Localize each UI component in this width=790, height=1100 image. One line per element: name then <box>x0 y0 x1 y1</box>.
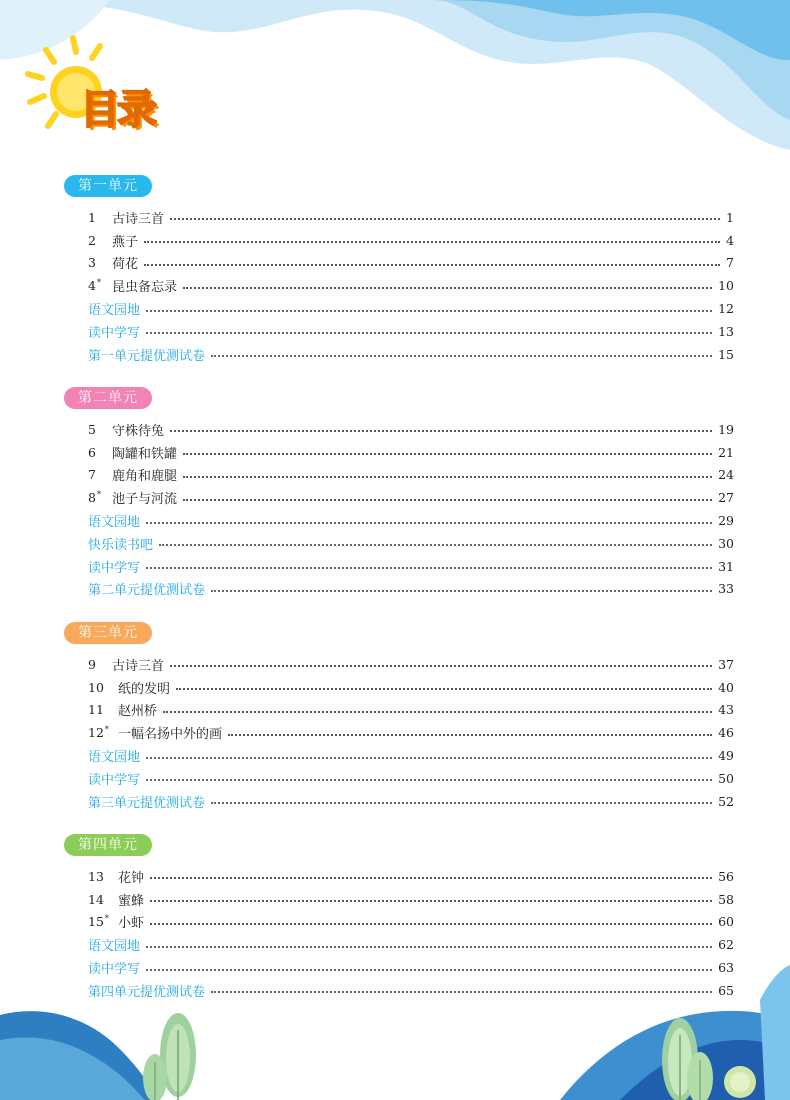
entry-title: 鹿角和鹿腿 <box>112 469 178 485</box>
entry-title: 花钟 <box>118 870 145 886</box>
page-number: 40 <box>718 679 734 695</box>
page-number: 24 <box>718 467 734 483</box>
dot-leader <box>150 877 712 879</box>
page-number: 19 <box>718 421 734 437</box>
toc-entry[interactable] <box>88 578 734 601</box>
lesson-number: 13 <box>88 868 104 884</box>
entry-title: 古诗三首 <box>112 211 165 227</box>
page-number: 7 <box>726 255 734 271</box>
optional-star: * <box>104 914 109 924</box>
unit-label: 第四单元 <box>64 834 152 856</box>
page-number: 52 <box>718 793 734 809</box>
toc-entry[interactable] <box>88 343 734 366</box>
entry-title: 语文园地 <box>88 515 141 531</box>
dot-leader <box>170 430 712 432</box>
lesson-number: 1 <box>88 209 96 225</box>
toc-entry[interactable] <box>88 721 734 744</box>
entry-title: 荷花 <box>112 257 139 273</box>
dot-leader <box>163 711 712 713</box>
toc-entry[interactable] <box>88 274 734 297</box>
dot-leader <box>183 287 712 289</box>
dot-leader <box>146 946 712 948</box>
page-number: 30 <box>718 535 734 551</box>
toc-entry[interactable] <box>88 464 734 487</box>
toc-entry[interactable] <box>88 653 734 676</box>
lesson-number: 5 <box>88 421 96 437</box>
entry-title: 读中学写 <box>88 962 141 978</box>
toc-entry[interactable] <box>88 555 734 578</box>
toc-entry[interactable] <box>88 320 734 343</box>
page-number: 1 <box>726 209 734 225</box>
dot-leader <box>144 264 720 266</box>
dot-leader <box>176 688 712 690</box>
optional-star: * <box>96 278 101 288</box>
entry-title: 小虾 <box>118 916 145 932</box>
page-number: 50 <box>718 770 734 786</box>
entry-title: 语文园地 <box>88 750 141 766</box>
page-number: 46 <box>718 725 734 741</box>
toc-entry[interactable] <box>88 979 734 1002</box>
page-number: 62 <box>718 937 734 953</box>
unit-label: 第二单元 <box>64 387 152 409</box>
entry-title: 蜜蜂 <box>118 893 145 909</box>
lesson-number: 7 <box>88 467 96 483</box>
entry-title: 第三单元提优测试卷 <box>88 795 206 811</box>
toc-entry[interactable] <box>88 767 734 790</box>
page-number: 56 <box>718 868 734 884</box>
dot-leader <box>146 310 712 312</box>
dot-leader <box>183 499 712 501</box>
toc-entry[interactable] <box>88 911 734 934</box>
dot-leader <box>146 757 712 759</box>
page-title: 目录 <box>80 87 154 133</box>
page-number: 10 <box>718 278 734 294</box>
dot-leader <box>211 355 712 357</box>
lesson-number: 3 <box>88 255 96 271</box>
entry-title: 池子与河流 <box>112 492 178 508</box>
dot-leader <box>183 476 712 478</box>
page-number: 43 <box>718 702 734 718</box>
dot-leader <box>211 590 712 592</box>
toc-entry[interactable] <box>88 956 734 979</box>
dot-leader <box>146 332 712 334</box>
page-number: 13 <box>718 323 734 339</box>
page-number: 63 <box>718 960 734 976</box>
page-number: 29 <box>718 513 734 529</box>
optional-star: * <box>104 725 109 735</box>
lesson-number: 8* <box>88 490 101 506</box>
entry-title: 语文园地 <box>88 939 141 955</box>
toc-entry[interactable] <box>88 790 734 813</box>
toc-entry[interactable] <box>88 532 734 555</box>
toc-entry[interactable] <box>88 888 734 911</box>
page-number: 27 <box>718 490 734 506</box>
dot-leader <box>183 453 712 455</box>
lesson-number: 10 <box>88 679 104 695</box>
entry-title: 语文园地 <box>88 303 141 319</box>
lesson-number: 2 <box>88 232 96 248</box>
toc-entry[interactable] <box>88 206 734 229</box>
toc-entry[interactable] <box>88 441 734 464</box>
toc-entry[interactable] <box>88 418 734 441</box>
toc-entry[interactable] <box>88 676 734 699</box>
entry-title: 读中学写 <box>88 325 141 341</box>
entry-title: 读中学写 <box>88 772 141 788</box>
dot-leader <box>170 665 712 667</box>
toc-entry[interactable] <box>88 744 734 767</box>
toc-entry[interactable] <box>88 699 734 722</box>
toc-entry[interactable] <box>88 865 734 888</box>
toc-entry[interactable] <box>88 486 734 509</box>
toc-entry[interactable] <box>88 509 734 532</box>
page-number: 37 <box>718 656 734 672</box>
toc-entry[interactable] <box>88 297 734 320</box>
unit-label: 第一单元 <box>64 175 152 197</box>
dot-leader <box>228 734 712 736</box>
entry-title: 古诗三首 <box>112 658 165 674</box>
entry-title: 第二单元提优测试卷 <box>88 583 206 599</box>
lesson-number: 4* <box>88 278 101 294</box>
page-number: 21 <box>718 444 734 460</box>
page-number: 31 <box>718 558 734 574</box>
page-number: 49 <box>718 748 734 764</box>
dot-leader <box>211 802 712 804</box>
dot-leader <box>150 923 712 925</box>
page-number: 60 <box>718 914 734 930</box>
dot-leader <box>144 241 720 243</box>
page-number: 58 <box>718 891 734 907</box>
optional-star: * <box>96 490 101 500</box>
page-number: 4 <box>726 232 734 248</box>
entry-title: 赵州桥 <box>118 704 158 720</box>
dot-leader <box>170 218 720 220</box>
entry-title: 快乐读书吧 <box>88 537 154 553</box>
entry-title: 第四单元提优测试卷 <box>88 984 206 1000</box>
entry-title: 昆虫备忘录 <box>112 280 178 296</box>
dot-leader <box>211 991 712 993</box>
toc-entry[interactable] <box>88 933 734 956</box>
unit-label: 第三单元 <box>64 622 152 644</box>
toc-entry[interactable] <box>88 229 734 252</box>
lesson-number: 14 <box>88 891 104 907</box>
lesson-number: 15* <box>88 914 109 930</box>
page-number: 12 <box>718 301 734 317</box>
lesson-number: 11 <box>88 702 104 718</box>
dot-leader <box>146 779 712 781</box>
dot-leader <box>146 969 712 971</box>
lesson-number: 6 <box>88 444 96 460</box>
toc-entry[interactable] <box>88 252 734 275</box>
dot-leader <box>146 567 712 569</box>
page-number: 15 <box>718 346 734 362</box>
entry-title: 燕子 <box>112 234 139 250</box>
dot-leader <box>150 900 712 902</box>
entry-title: 陶罐和铁罐 <box>112 446 178 462</box>
entry-title: 读中学写 <box>88 560 141 576</box>
entry-title: 纸的发明 <box>118 681 171 697</box>
dot-leader <box>146 522 712 524</box>
entry-title: 守株待兔 <box>112 423 165 439</box>
entry-title: 一幅名扬中外的画 <box>118 727 223 743</box>
page-number: 33 <box>718 581 734 597</box>
dot-leader <box>159 544 712 546</box>
lesson-number: 9 <box>88 656 96 672</box>
page-number: 65 <box>718 982 734 998</box>
entry-title: 第一单元提优测试卷 <box>88 348 206 364</box>
lesson-number: 12* <box>88 725 109 741</box>
